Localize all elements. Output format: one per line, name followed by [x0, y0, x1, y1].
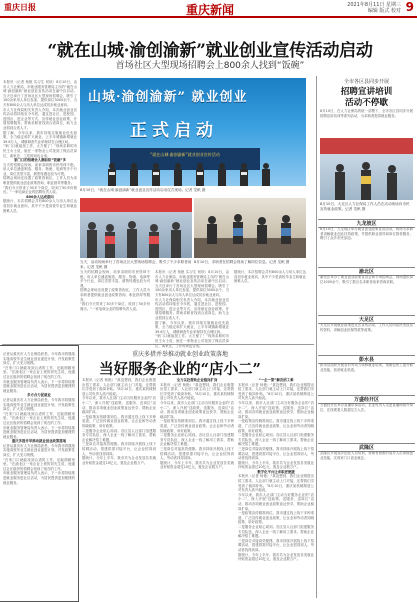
box-article-subtitle: 多方合力促就业: [27, 393, 51, 398]
caption-3: 8月10日，求职者在招聘会现场了解岗位信息。记者 龙帆 摄: [194, 260, 290, 264]
banner-line1: 山城·渝创渝新” 就业创业: [88, 90, 248, 105]
sidebar-section-body-0: 8月10日，九龙坡区举办就业创业政策宣讲活动，现场为求职者讲解就业创业扶持政策，并提供职业指导和岗位推荐服务，吸引了众多市民参加。: [320, 227, 413, 241]
article2-headline: 当好服务企业的“店小二”: [99, 361, 261, 378]
sidebar-section-head-4: 万盛经开区: [318, 395, 415, 404]
crowd-illustration: [80, 198, 192, 258]
sidebar-section-body-5: 武隆区开展返乡创业人员培训，帮助有意愿的返乡人员掌握创业技能，实现家门口创业就业。: [320, 451, 413, 460]
article1-body2: 当天的招聘会现场，前来求职的市民络绎不绝。用人单位涵盖制造、服务、物流、电商等多个行业，岗位类型丰富，薪资待遇也较为可观。 招聘会现场还设置了政策咨询区，工作人员为求职者提供就业创业政策咨询、职业指导等服务。 “我们今天带来了30多个岗位，收到了50多份简历。”一家电商企业的招聘负责人说。: [3, 162, 77, 195]
caption-2: 当天，活动现场举行了首场社区大型现场招聘会，吸引了不少求职者前来。记者 龙帆 摄: [80, 260, 192, 269]
article2-column-2: [160, 378, 234, 598]
sidebar-kicker: 全市各区县同步开展: [343, 79, 389, 85]
box-article-text: [3, 352, 75, 597]
article1-body-cont-a: 当天的招聘会现场，前来求职的市民络绎不绝。用人单位涵盖制造、服务、物流、电商等多个行业，岗位类型丰富，薪资待遇也较为可观。 招聘会现场还设置了政策咨询区，工作人员为求职者提供就业创业政策咨询、职业指导等服务。 “我们今天带来了30多个岗位，收到了50多份简历。”一家电商企业的招聘负责人说。: [80, 270, 150, 311]
article1-column-2: [80, 270, 150, 342]
main-subhead: 首场社区大型现场招聘会上800余人找到“饭碗”: [115, 61, 305, 71]
people-silhouettes: [94, 160, 294, 186]
article2-body-3: 本报讯（记者 杨艳）“真没想到，我们企业刚提出招工需求，人社部门就主动上门对接，还帮我们享受到了稳岗补贴。”8月10日，重庆某机械制造公司负责人高兴地说。 今年以来，我市人社部门主动当好服务企业的“店小二”，深入开展“送政策、送服务、送岗位”活动，推动各项就业创业政策直达快享，帮助企业稳岗扩岗。 一是政策宣传精准到位。我市通过线上线下多种渠道，广泛宣传就业创业政策，让企业和劳动者知晓政策、用好政策。 二是服务企业贴心周到。各区县人社部门组建服务专员队伍，深入企业一线了解用工需求，帮助企业解决招工难题。 三是岗位对接高效便捷。我市持续开展线上线下招聘活动，搭建供需对接平台，让企业招得到人、劳动者找得到岗。 据统计，今年上半年，我市共为企业发放各类就业补贴资金超过10亿元，惠及企业数万户。: [238, 382, 314, 470]
article2-column-1: [82, 378, 156, 598]
banner-line2: 正式启动: [130, 121, 218, 141]
box-article: [0, 345, 79, 602]
sidebar-section-body-1: 渝北区举办了就业创业政策宣讲会和专场招聘会，现场提供岗位1000余个，吸引了数百名求职者前来咨询求职。: [320, 275, 413, 284]
sidebar: [318, 78, 415, 598]
article1-body: 本报讯（记者 杨艳 实习生 何欣）8月10日，由市人力社保局、市就业服务管理局主办的“就在山城·渝创渝新”就业创业宣传活动在渝中区启动。当天还举行了首场社区大型现场招聘会，吸引了100余家用人单位参加，提供岗位3000余个，当天有800余人与用人单位达成初步就业意向。 市人力社保局相关负责人介绍，本次就业创业宣传活动将持续至今年底，通过进社区、进校园、进园区、进企业等方式，宣传就业创业政策，开展招聘服务，帮助求职者找到合适岗位，助力企业招到合适人才。 据了解，今年以来，我市持续实施就业优先政策，全力稳定和扩大就业，上半年城镇新增就业39.6万人，城镇调查失业率保持在合理区间。 “家门口就能找工作，太方便了！”现场求职的市民王女士说，她在一家物业公司找到了保洁员岗位，离家近，工作时间也合适。: [3, 80, 77, 158]
section-title: 重庆新闻: [185, 3, 234, 17]
article2-subtitle-c: 数字化平台让求职更便捷: [257, 469, 295, 474]
job-fair-photo-2: [194, 198, 306, 258]
editor-line: 编辑 版式 校对: [367, 8, 401, 14]
sidebar-section-body-3: 彭水县组织开展农村劳动力转移就业培训，帮助农民工提升职业技能，拓宽就业渠道。: [320, 363, 413, 372]
page-number: 9: [405, 0, 414, 14]
sidebar-section-head-3: 彭水县: [318, 355, 415, 364]
article2-subtitle: 全力以赴帮助企业稳岗扩岗: [176, 378, 218, 382]
article2-column-3: [238, 378, 314, 598]
main-headline: “就在山城·渝创渝新”就业创业宣传活动启动: [47, 41, 373, 61]
sidebar-divider: [316, 76, 317, 598]
article1-subtitle3: 800余人达成意向: [26, 194, 54, 199]
date-line: 2021年8月11日 星期三: [347, 2, 401, 8]
article2-body-2: 本报讯（记者 杨艳）“真没想到，我们企业刚提出招工需求，人社部门就主动上门对接，还帮我们享受到了稳岗补贴。”8月10日，重庆某机械制造公司负责人高兴地说。 今年以来，我市人社部门主动当好服务企业的“店小二”，深入开展“送政策、送服务、送岗位”活动，推动各项就业创业政策直达快享，帮助企业稳岗扩岗。 一是政策宣传精准到位。我市通过线上线下多种渠道，广泛宣传就业创业政策，让企业和劳动者知晓政策、用好政策。 二是服务企业贴心周到。各区县人社部门组建服务专员队伍，深入企业一线了解用工需求，帮助企业解决招工难题。 三是岗位对接高效便捷。我市持续开展线上线下招聘活动，搭建供需对接平台，让企业招得到人、劳动者找得到岗。 据统计，今年上半年，我市共为企业发放各类就业补贴资金超过10亿元，惠及企业数万户。: [160, 382, 234, 470]
sidebar-intro-text: 8月10日，在人力社保局的统一部署下，全市各区县同步开展招聘宣讲培训等系列活动，为求职者提供就业服务。: [320, 109, 413, 118]
sidebar-section-5: [320, 451, 413, 591]
sidebar-section-1: [320, 275, 413, 313]
sidebar-section-2: [320, 323, 413, 353]
sidebar-section-head-2: 大足区: [318, 315, 415, 324]
job-fair-photo-1: [80, 198, 192, 258]
sidebar-intro: [320, 109, 413, 137]
sidebar-section-body-4: 万盛经开区举办直播带岗活动，企业负责人走进直播间推介岗位，在线观看人数超过万人次。: [320, 403, 413, 412]
sidebar-section-head-0: 九龙坡区: [318, 219, 415, 228]
article1-body-cont-b: 本报讯（记者 杨艳 实习生 何欣）8月10日，由市人力社保局、市就业服务管理局主办的“就在山城·渝创渝新”就业创业宣传活动在渝中区启动。当天还举行了首场社区大型现场招聘会，吸引了100余家用人单位参加，提供岗位3000余个，当天有800余人与用人单位达成初步就业意向。 市人力社保局相关负责人介绍，本次就业创业宣传活动将持续至今年底，通过进社区、进校园、进园区、进企业等方式，宣传就业创业政策，开展招聘服务，帮助求职者找到合适岗位，助力企业招到合适人才。 据了解，今年以来，我市持续实施就业优先政策，全力稳定和扩大就业，上半年城镇新增就业39.6万人，城镇调查失业率保持在合理区间。 “家门口就能找工作，太方便了！”现场求职的市民王女士说，她在一家物业公司找到了保洁员岗位，离家近，工作时间也合适。: [155, 270, 229, 348]
ceremony-photo: [80, 78, 306, 186]
box-article-body: 记者从重庆市人力社保局获悉，今年我市将继续实施高校毕业生就业创业促进计划，开发政策性岗位，扩大见习规模。 “在家门口就能找到合适的工作，还能照顾家里。”在渝北区一家企业上班的刘先生说，他通过社区组织的招聘会找到了现在的工作。 市就业服务管理局负责人表示，下一步将持续推进就业服务进社区活动，为居民提供更加便捷的就业服务。: [3, 352, 75, 393]
box-article-body-2: 记者从重庆市人力社保局获悉，今年我市将继续实施高校毕业生就业创业促进计划，开发政策性岗位，扩大见习规模。 “在家门口就能找到合适的工作，还能照顾家里。”在渝北区一家企业上班的刘先生说，他通过社区组织的招聘会找到了现在的工作。 市就业服务管理局负责人表示，下一步将持续推进就业服务进社区活动，为居民提供更加便捷的就业服务。: [3, 397, 75, 439]
sidebar-caption: 8月10日，大足区人力社保局工作人员在活动现场向市民宣传就业政策。记者 龙帆 摄: [320, 202, 410, 211]
sidebar-title-line1: 招聘宣讲培训: [340, 87, 393, 97]
article1-body-cont-c: 据统计，本次招聘会共有800余人与用人单位达成初步就业意向，其中不少是高校毕业生和就业困难人员。: [234, 270, 306, 284]
paper-name: 重庆日报: [4, 2, 36, 12]
article2-kicker: 重庆多措并举推动就业创业政策落地: [131, 351, 228, 358]
article1-column-4: [234, 270, 306, 342]
masthead: [0, 0, 417, 18]
article1-column-3: [155, 270, 229, 348]
sidebar-title-line2: 活动不停歇: [345, 98, 388, 108]
article2-subtitle-b: “一企一策”解决招工难: [258, 378, 294, 382]
box-article-body-3: 记者从重庆市人力社保局获悉，今年我市将继续实施高校毕业生就业创业促进计划，开发政策性岗位，扩大见习规模。 “在家门口就能找到合适的工作，还能照顾家里。”在渝北区一家企业上班的刘先生说，他通过社区组织的招聘会找到了现在的工作。 市就业服务管理局负责人表示，下一步将持续推进就业服务进社区活动，为居民提供更加便捷的就业服务。: [3, 443, 75, 485]
sidebar-section-3: [320, 363, 413, 393]
sidebar-section-head-5: 武隆区: [318, 443, 415, 452]
article2-body-4: 本报讯（记者 杨艳）“真没想到，我们企业刚提出招工需求，人社部门就主动上门对接，还帮我们享受到了稳岗补贴。”8月10日，重庆某机械制造公司负责人高兴地说。 今年以来，我市人社部门主动当好服务企业的“店小二”，深入开展“送政策、送服务、送岗位”活动，推动各项就业创业政策直达快享，帮助企业稳岗扩岗。 一是政策宣传精准到位。我市通过线上线下多种渠道，广泛宣传就业创业政策，让企业和劳动者知晓政策、用好政策。 二是服务企业贴心周到。各区县人社部门组建服务专员队伍，深入企业一线了解用工需求，帮助企业解决招工难题。 三是岗位对接高效便捷。我市持续开展线上线下招聘活动，搭建供需对接平台，让企业招得到人、劳动者找得到岗。 据统计，今年上半年，我市共为企业发放各类就业补贴资金超过10亿元，惠及企业数万户。: [238, 474, 314, 562]
sidebar-section-body-2: 大足区开展就业政策进社区宣传活动，工作人员向居民发放宣传资料，讲解创业担保贷款等政策。: [320, 323, 413, 332]
date-block: [347, 2, 401, 14]
box-article-subtitle-2: 重庆多措并举推动就业创业政策落地: [11, 439, 67, 444]
sidebar-section-4: [320, 403, 413, 441]
stage-text: “就在山城·渝创渝新”就业创业宣传活动: [150, 152, 220, 157]
article2-body-1: 本报讯（记者 杨艳）“真没想到，我们企业刚提出招工需求，人社部门就主动上门对接，还帮我们享受到了稳岗补贴。”8月10日，重庆某机械制造公司负责人高兴地说。 今年以来，我市人社部门主动当好服务企业的“店小二”，深入开展“送政策、送服务、送岗位”活动，推动各项就业创业政策直达快享，帮助企业稳岗扩岗。 一是政策宣传精准到位。我市通过线上线下多种渠道，广泛宣传就业创业政策，让企业和劳动者知晓政策、用好政策。 二是服务企业贴心周到。各区县人社部门组建服务专员队伍，深入企业一线了解用工需求，帮助企业解决招工难题。 三是岗位对接高效便捷。我市持续开展线上线下招聘活动，搭建供需对接平台，让企业招得到人、劳动者找得到岗。 据统计，今年上半年，我市共为企业发放各类就业补贴资金超过10亿元，惠及企业数万户。: [82, 378, 156, 465]
article1-body3: 据统计，本次招聘会共有800余人与用人单位达成初步就业意向，其中不少是高校毕业生和就业困难人员。: [3, 199, 77, 213]
sidebar-photo-illustration: [320, 138, 413, 200]
crowd-illustration-2: [194, 198, 306, 258]
caption-1: 8月10日，“就在山城·渝创渝新”就业创业宣传活动启动仪式现场。记者 龙帆 摄: [80, 188, 206, 192]
article1-subtitle: 家门口的招聘会人潮如织“饭碗”多: [14, 158, 66, 163]
article1-left-column: [3, 80, 77, 342]
sidebar-photo: [320, 138, 413, 200]
sidebar-section-0: [320, 227, 413, 265]
sidebar-section-head-1: 渝北区: [318, 267, 415, 276]
